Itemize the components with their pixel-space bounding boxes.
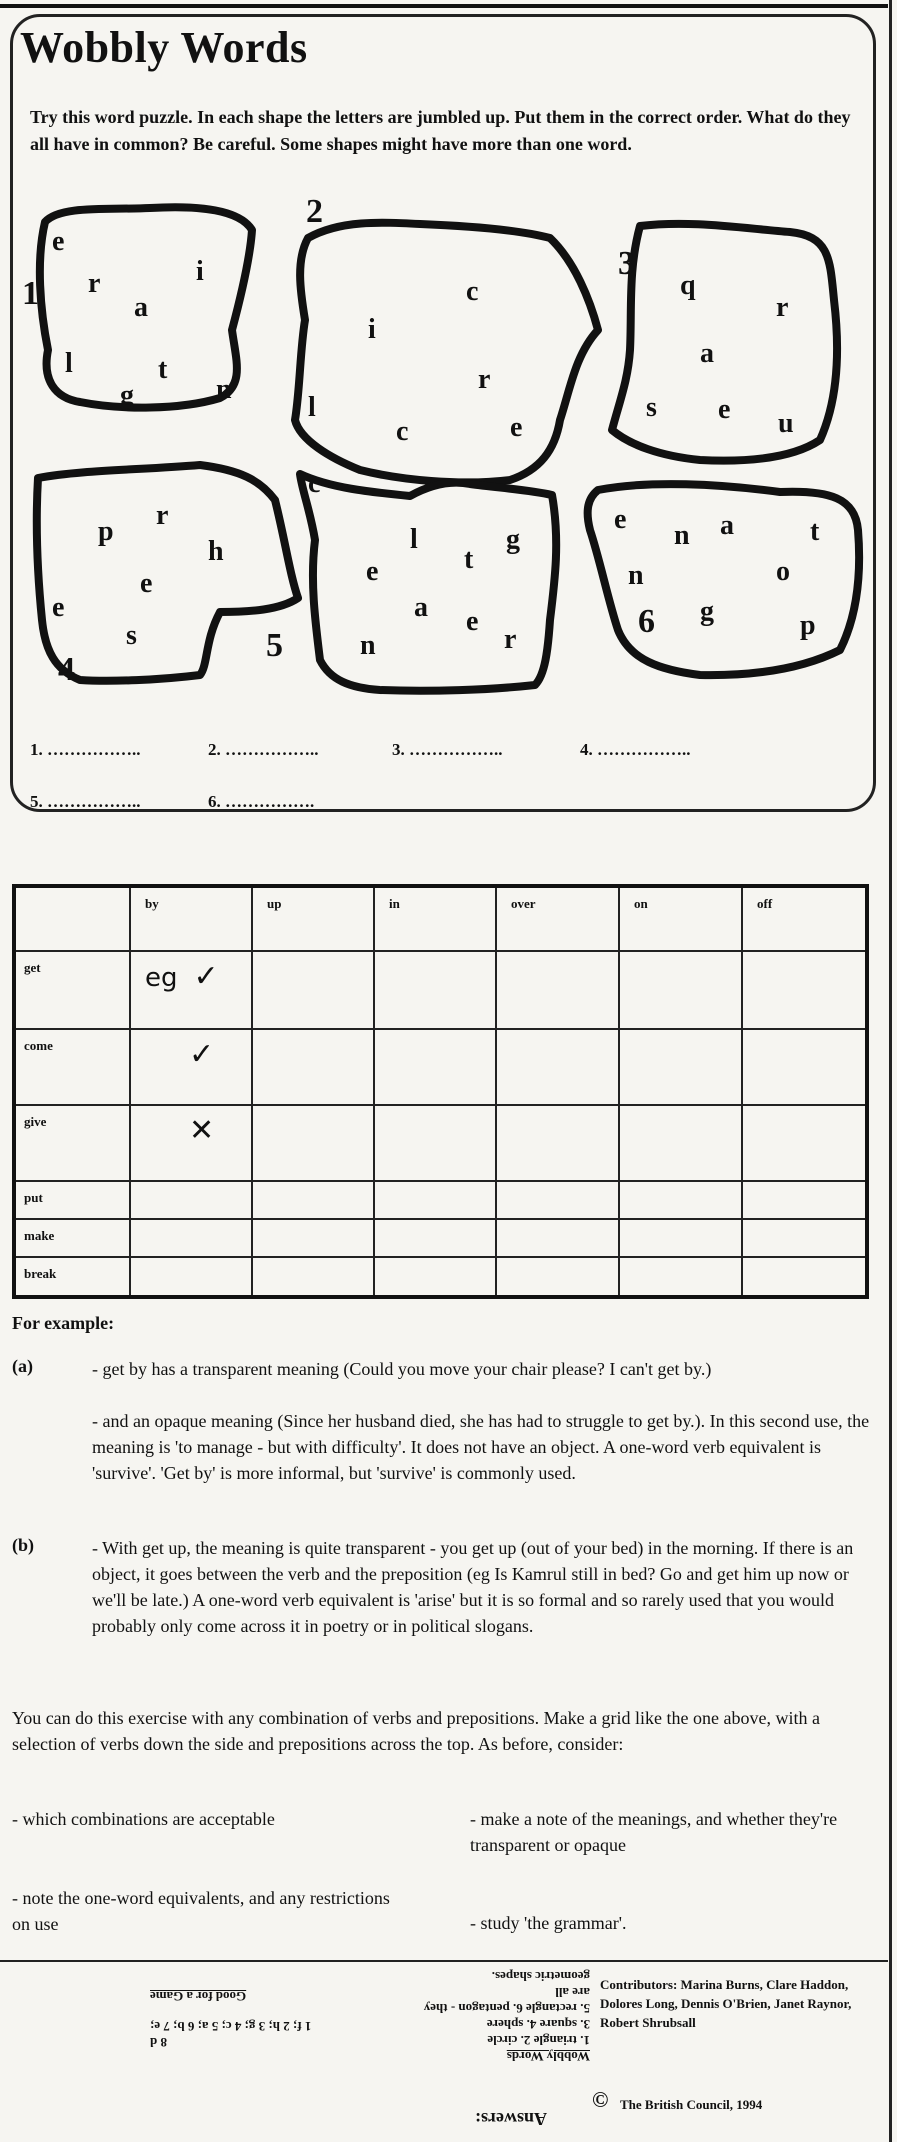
- grid-cell[interactable]: [130, 1181, 252, 1219]
- page-title: Wobbly Words: [20, 23, 308, 72]
- shape-1-letter: t: [158, 354, 168, 385]
- shape-2-letter: e: [510, 412, 523, 443]
- shape-6-letter: t: [810, 516, 820, 547]
- shape-3-number: 3: [618, 245, 635, 282]
- shape-5-letter: n: [360, 630, 376, 661]
- shape-4-letter: h: [208, 536, 224, 567]
- shape-1-letter: n: [216, 374, 232, 405]
- shape-5-outline: [300, 474, 556, 691]
- grid-cell[interactable]: [619, 1029, 742, 1105]
- grid-row-header: come: [14, 1029, 130, 1105]
- grid-row: [14, 1181, 867, 1219]
- shape-4-letter: r: [156, 500, 169, 531]
- grid-corner: [14, 886, 130, 951]
- exercise-point-4: - study 'the grammar'.: [470, 1913, 627, 1933]
- answer-blank-4[interactable]: 4. ……………..: [580, 740, 691, 759]
- shape-2-letter: i: [368, 314, 376, 345]
- shape-5-letter: e: [366, 556, 379, 587]
- grid-cell[interactable]: [742, 1257, 867, 1297]
- shape-1-letter: e: [52, 226, 65, 257]
- grid-cell[interactable]: [374, 1181, 496, 1219]
- grid-col-header: on: [619, 886, 742, 951]
- grid-cell[interactable]: [374, 1257, 496, 1297]
- grid-cell[interactable]: [252, 1105, 374, 1181]
- grid-cell[interactable]: [496, 1257, 619, 1297]
- shape-2-letter: l: [308, 392, 316, 423]
- grid-col-header: by: [130, 886, 252, 951]
- shape-5-letter: l: [410, 524, 418, 555]
- grid-cell[interactable]: [742, 1181, 867, 1219]
- example-a-label: (a): [12, 1356, 33, 1376]
- answers-line: 1. triangle 2. circle: [487, 2033, 590, 2048]
- grid-cell[interactable]: [252, 1219, 374, 1257]
- grid-row-header: give: [14, 1105, 130, 1181]
- grid-cell[interactable]: [496, 1219, 619, 1257]
- game-answers-line: 1 f; 2 h; 3 g; 4 c; 5 a; 6 b; 7 e;: [150, 2019, 312, 2034]
- grid-cell[interactable]: [130, 1257, 252, 1297]
- contributors: Contributors: Marina Burns, Clare Haddon, Dolores Long, Dennis O'Brien, Janet Raynor, Robert Shrubsall: [600, 1977, 852, 2030]
- exercise-point-1: - which combinations are acceptable: [12, 1809, 275, 1829]
- shape-3-letter: u: [778, 408, 794, 439]
- shape-3-letter: s: [646, 392, 657, 423]
- shape-2-letter: c: [396, 416, 409, 447]
- grid-row-header: put: [14, 1181, 130, 1219]
- shape-6-number: 6: [638, 603, 655, 640]
- grid-cell[interactable]: [619, 951, 742, 1029]
- grid-cell[interactable]: [252, 1257, 374, 1297]
- shape-4-letter: e: [52, 592, 65, 623]
- shape-2-letter: r: [478, 364, 491, 395]
- shape-2-outline: [295, 223, 598, 483]
- grid-cell[interactable]: [742, 1105, 867, 1181]
- grid-col-header: up: [252, 886, 374, 951]
- shape-4-number: 4: [58, 651, 75, 688]
- answers-head: Wobbly Words: [506, 2049, 590, 2064]
- shape-1-letter: g: [120, 380, 134, 411]
- example-a-paragraph-1: - get by has a transparent meaning (Could you move your chair please? I can't get by.): [92, 1359, 712, 1379]
- grid-cell[interactable]: [496, 1181, 619, 1219]
- shape-5-letter: t: [464, 544, 474, 575]
- tick-mark: ✓: [189, 1036, 215, 1072]
- verb-preposition-grid: [12, 884, 869, 1299]
- footer-rule: [0, 1960, 888, 1962]
- grid-cell[interactable]: [374, 1029, 496, 1105]
- shape-6-letter: g: [700, 596, 714, 627]
- word-shapes: [0, 0, 897, 820]
- shape-6-letter: o: [776, 556, 790, 587]
- shape-5-letter: e: [466, 606, 479, 637]
- shape-6-letter: p: [800, 610, 816, 641]
- grid-cell[interactable]: [496, 951, 619, 1029]
- shape-3-letter: a: [700, 338, 714, 369]
- answers-label-flipped: Answers:: [475, 2109, 547, 2129]
- grid-cell[interactable]: [130, 951, 252, 1029]
- grid-row: [14, 1105, 867, 1181]
- shape-4-letter: p: [98, 516, 114, 547]
- shape-5-letter: c: [308, 468, 321, 499]
- grid-col-header: over: [496, 886, 619, 951]
- shape-1-number: 1: [22, 275, 39, 312]
- cross-mark: ✕: [189, 1112, 215, 1148]
- grid-row-header: get: [14, 951, 130, 1029]
- answer-blank-2[interactable]: 2. ……………..: [208, 740, 319, 759]
- shape-3-letter: r: [776, 292, 789, 323]
- grid-cell[interactable]: [619, 1257, 742, 1297]
- answer-blank-5[interactable]: 5. ……………..: [30, 792, 141, 811]
- example-heading: For example:: [12, 1313, 115, 1333]
- exercise-intro: You can do this exercise with any combination of verbs and prepositions. Make a grid like the one above, with a selection of verbs down the side and prepositions across the top. As before, consider:: [12, 1708, 820, 1754]
- grid-cell[interactable]: [252, 951, 374, 1029]
- shape-3-letter: e: [718, 394, 731, 425]
- shape-2-number: 2: [306, 193, 323, 230]
- grid-cell[interactable]: [742, 1219, 867, 1257]
- grid-col-header: off: [742, 886, 867, 951]
- shape-6-letter: n: [628, 560, 644, 591]
- shape-4-outline: [37, 465, 298, 681]
- grid-row: [14, 951, 867, 1029]
- grid-cell[interactable]: [619, 1105, 742, 1181]
- grid-cell[interactable]: [742, 951, 867, 1029]
- shape-5-letter: a: [414, 592, 428, 623]
- grid-cell[interactable]: [619, 1219, 742, 1257]
- shape-1-letter: i: [196, 256, 204, 287]
- answers-line: 5. rectangle 6. pentagon - they are all: [423, 1985, 590, 2016]
- shape-3-letter: q: [680, 270, 696, 301]
- copyright: The British Council, 1994: [620, 2097, 763, 2112]
- grid-cell[interactable]: [130, 1219, 252, 1257]
- answers-line: 3. square 4. sphere: [486, 2017, 590, 2032]
- example-a-paragraph-2: - and an opaque meaning (Since her husband died, she has had to struggle to get by.). In this second use, the meaning is 'to manage - but with difficulty'. It does not have an object. A one-word verb equivalent is 'survive'. 'Get by' is more informal, but 'survive' is commonly used.: [92, 1411, 870, 1483]
- grid-row: [14, 1257, 867, 1297]
- answer-blank-6[interactable]: 6. …………….: [208, 792, 315, 811]
- exercise-point-2: - make a note of the meanings, and whether they're transparent or opaque: [470, 1809, 838, 1855]
- grid-cell[interactable]: [374, 1105, 496, 1181]
- grid-row-header: make: [14, 1219, 130, 1257]
- answers-line: geometric shapes.: [491, 1969, 590, 1984]
- tick-mark: ✓: [193, 959, 219, 994]
- grid-header-row: [14, 886, 867, 951]
- grid-row: [14, 1029, 867, 1105]
- grid-col-header: in: [374, 886, 496, 951]
- shape-3-outline: [612, 224, 837, 461]
- shape-6-letter: n: [674, 520, 690, 551]
- shape-1-letter: r: [88, 268, 101, 299]
- exercise-point-3: - note the one-word equivalents, and any restrictions on use: [12, 1888, 390, 1934]
- shape-4-letter: s: [126, 620, 137, 651]
- grid-cell[interactable]: [374, 951, 496, 1029]
- shape-2-letter: c: [466, 276, 479, 307]
- eg-label: eg: [145, 963, 178, 993]
- shape-5-number: 5: [266, 627, 283, 664]
- shape-6-letter: e: [614, 504, 627, 535]
- shape-1-letter: l: [65, 348, 73, 379]
- copyright-symbol: ©: [592, 2087, 609, 2112]
- game-answers-line: 8 d: [150, 2035, 167, 2050]
- grid-row-header: break: [14, 1257, 130, 1297]
- grid-row: [14, 1219, 867, 1257]
- grid-cell[interactable]: [496, 1029, 619, 1105]
- answer-blank-3[interactable]: 3. ……………..: [392, 740, 503, 759]
- answer-blank-1[interactable]: 1. ……………..: [30, 740, 141, 759]
- shape-5-letter: g: [506, 524, 520, 555]
- wobbly-answers-flipped: [420, 1968, 590, 2064]
- instructions: Try this word puzzle. In each shape the letters are jumbled up. Put them in the correct order. What do they all have in common? Be careful. Some shapes might have more than one word.: [30, 107, 851, 154]
- example-b-paragraph: - With get up, the meaning is quite transparent - you get up (out of your bed) in the morning. If there is an object, it goes between the verb and the preposition (eg Is Kamrul still in bed? Go and get him up now or we'll be late.) A one-word verb equivalent is 'arise' but it is so formal and so rarely used that you would probably only come across it in poetry or in political slogans.: [92, 1538, 854, 1636]
- grid-cell[interactable]: [252, 1029, 374, 1105]
- example-mark: [131, 959, 219, 994]
- grid-cell[interactable]: [130, 1105, 252, 1181]
- grid-cell[interactable]: [374, 1219, 496, 1257]
- grid-cell[interactable]: [742, 1029, 867, 1105]
- example-b-label: (b): [12, 1535, 34, 1555]
- shape-6-letter: a: [720, 510, 734, 541]
- game-head: Good for a Game: [150, 1989, 247, 2004]
- grid-cell[interactable]: [130, 1029, 252, 1105]
- shape-1-letter: a: [134, 292, 148, 323]
- shape-5-letter: r: [504, 624, 517, 655]
- grid-cell[interactable]: [496, 1105, 619, 1181]
- grid-cell[interactable]: [252, 1181, 374, 1219]
- game-answers-flipped: [150, 1988, 385, 2050]
- grid-cell[interactable]: [619, 1181, 742, 1219]
- shape-4-letter: e: [140, 568, 153, 599]
